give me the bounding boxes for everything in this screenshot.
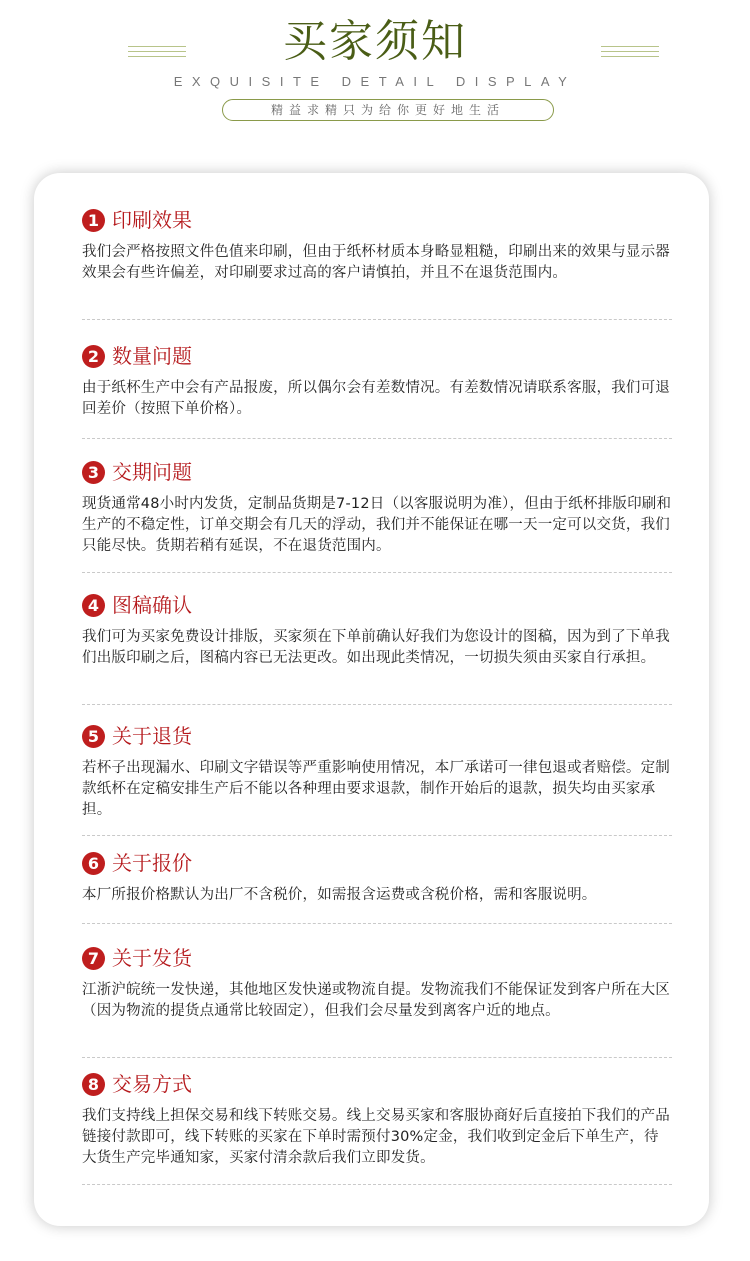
section-title: 关于报价 (112, 851, 192, 875)
dashed-divider (82, 1184, 672, 1185)
section-body: 我们会严格按照文件色值来印刷，但由于纸杯材质本身略显粗糙，印刷出来的效果与显示器效果会有些许偏差，对印刷要求过高的客户请慎拍，并且不在退货范围内。 (82, 244, 670, 281)
notice-card (34, 173, 709, 1226)
section-delivery-time (82, 458, 672, 557)
section-number-badge: 5 (82, 725, 105, 748)
section-number-badge: 4 (82, 594, 105, 617)
dashed-divider (82, 319, 672, 320)
section-body: 若杯子出现漏水、印刷文字错误等严重影响使用情况，本厂承诺可一律包退或者赔偿。定制款纸杯在定稿安排生产后不能以各种理由要求退款，制作开始后的退款，损失均由买家承担。 (82, 760, 670, 818)
section-title: 印刷效果 (112, 208, 192, 232)
page-header (0, 0, 750, 150)
section-title: 关于发货 (112, 946, 192, 970)
section-title: 关于退货 (112, 724, 192, 748)
section-payment (82, 1070, 672, 1169)
section-artwork-confirm (82, 591, 672, 669)
section-body: 江浙沪皖统一发快递，其他地区发快递或物流自提。发物流我们不能保证发到客户所在大区（因为物流的提货点通常比较固定），但我们会尽量发到离客户近的地点。 (82, 982, 670, 1019)
section-number-badge: 8 (82, 1073, 105, 1096)
section-quotation (82, 849, 672, 906)
slogan-pill: 精益求精只为给你更好地生活 (222, 99, 554, 121)
dashed-divider (82, 572, 672, 573)
decorative-lines-right (601, 44, 659, 58)
section-title: 交易方式 (112, 1072, 192, 1096)
section-title: 图稿确认 (112, 593, 192, 617)
section-body: 我们可为买家免费设计排版，买家须在下单前确认好我们为您设计的图稿，因为到了下单我们出版印刷之后，图稿内容已无法更改。如出现此类情况，一切损失须由买家自行承担。 (82, 629, 670, 666)
section-body: 由于纸杯生产中会有产品报废，所以偶尔会有差数情况。有差数情况请联系客服，我们可退回差价（按照下单价格）。 (82, 380, 670, 417)
section-number-badge: 2 (82, 345, 105, 368)
section-print-effect (82, 206, 672, 284)
page-title: 买家须知 (283, 16, 467, 67)
section-title: 交期问题 (112, 460, 192, 484)
section-body: 现货通常48小时内发货，定制品货期是7-12日（以客服说明为准），但由于纸杯排版印刷和 生产的不稳定性，订单交期会有几天的浮动，我们并不能保证在哪一天一定可以交货，我们只能尽快。货期若稍有延误，不在退货范围内。 (82, 496, 672, 554)
section-quantity (82, 342, 672, 420)
section-number-badge: 1 (82, 209, 105, 232)
dashed-divider (82, 1057, 672, 1058)
dashed-divider (82, 704, 672, 705)
section-number-badge: 7 (82, 947, 105, 970)
section-title: 数量问题 (112, 344, 192, 368)
page-subtitle: EXQUISITE DETAIL DISPLAY (173, 74, 577, 89)
section-returns (82, 722, 672, 821)
dashed-divider (82, 923, 672, 924)
section-shipping (82, 944, 672, 1022)
section-number-badge: 6 (82, 852, 105, 875)
dashed-divider (82, 438, 672, 439)
section-body: 我们支持线上担保交易和线下转账交易。线上交易买家和客服协商好后直接拍下我们的产品链接付款即可，线下转账的买家在下单时需预付30%定金，我们收到定金后下单生产，待大货生产完毕通知家，买家付清余款后我们立即发货。 (82, 1108, 670, 1166)
dashed-divider (82, 835, 672, 836)
section-number-badge: 3 (82, 461, 105, 484)
section-body: 本厂所报价格默认为出厂不含税价，如需报含运费或含税价格，需和客服说明。 (82, 887, 597, 903)
